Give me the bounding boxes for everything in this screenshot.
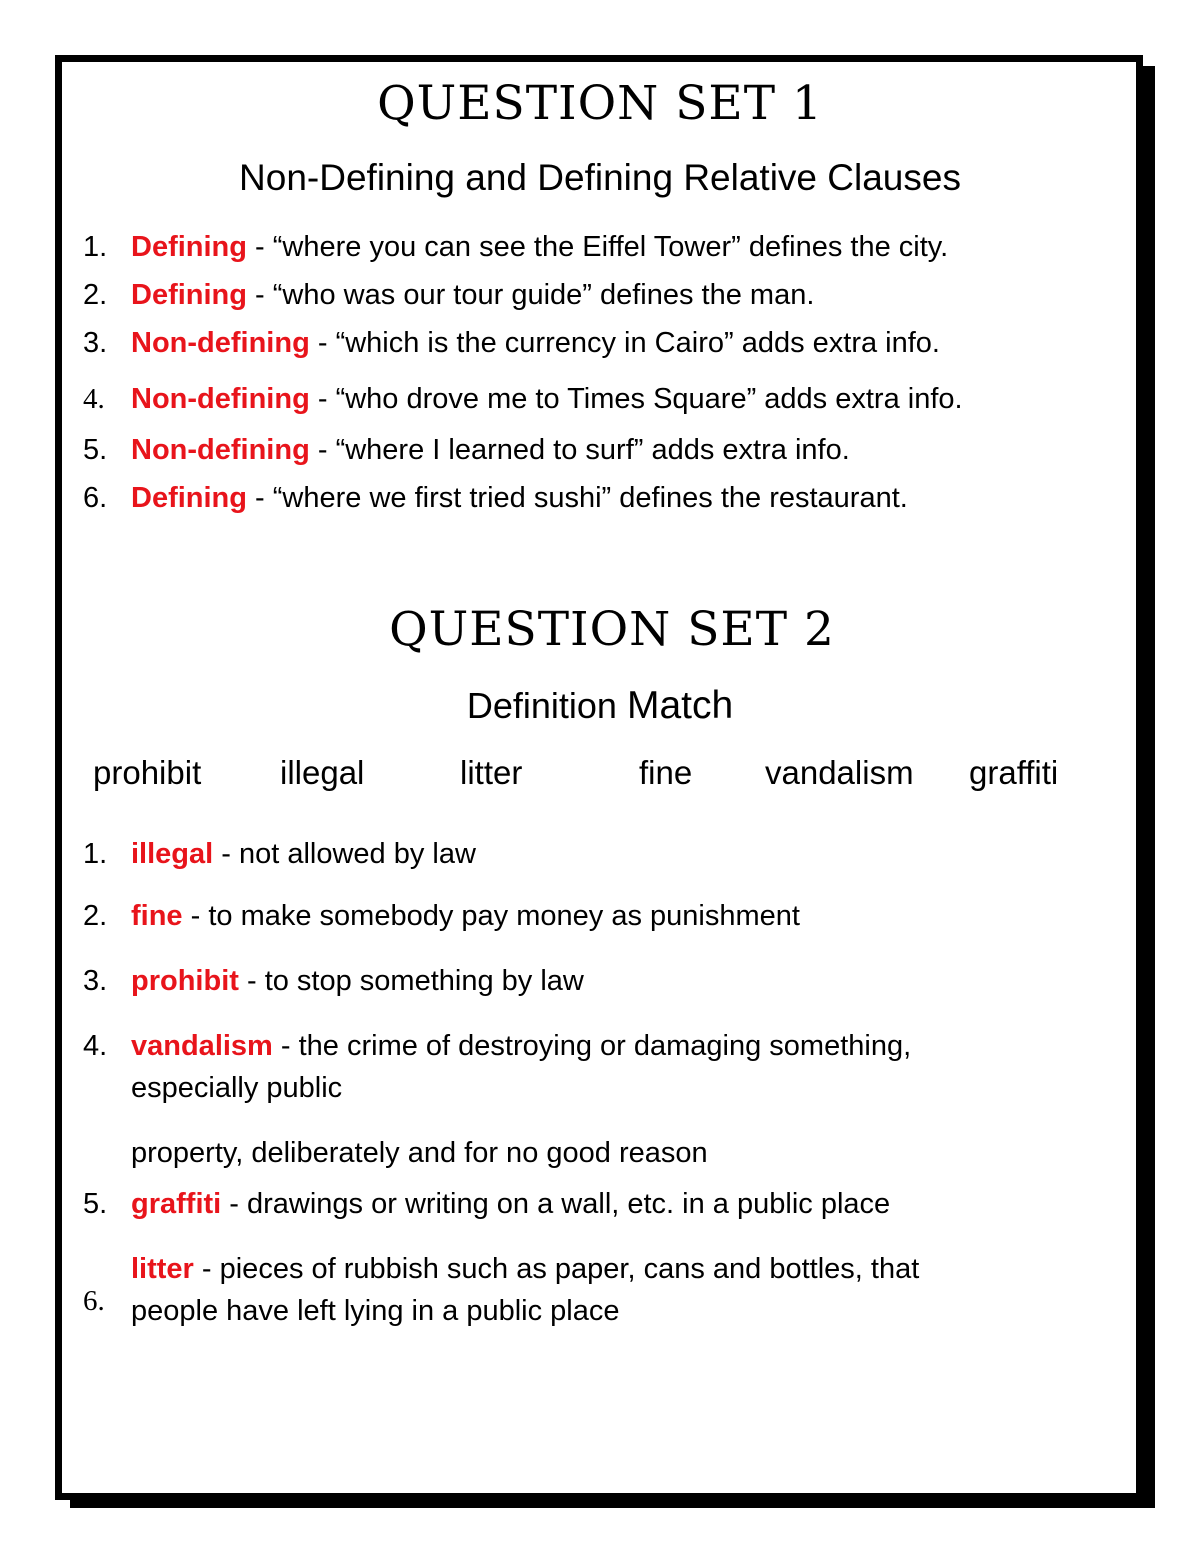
answer-term: Non-defining: [131, 327, 310, 359]
set2-item-3: [83, 965, 584, 998]
answer-text: - to stop something by law: [238, 965, 584, 997]
answer-text: - “where you can see the Eiffel Tower” defines the city.: [247, 231, 949, 263]
answer-term: graffiti: [131, 1188, 222, 1220]
item-number: 4.: [83, 1030, 108, 1062]
word-bank-item: illegal: [280, 754, 365, 791]
set2-item-4-continuation: property, deliberately and for no good reason: [131, 1137, 708, 1169]
answer-text: - “where I learned to surf” adds extra info.: [309, 434, 850, 466]
item-number: 6.: [83, 1285, 105, 1317]
answer-text: - the crime of destroying or damaging something,: [272, 1030, 912, 1062]
set1-item-3: [83, 327, 940, 360]
word-bank-item: prohibit: [93, 754, 202, 791]
answer-text: - “who was our tour guide” defines the man.: [247, 279, 815, 311]
answer-term: litter: [131, 1253, 194, 1285]
word-bank-item: fine: [639, 754, 693, 791]
set1-item-1: [83, 231, 948, 264]
answer-term: vandalism: [131, 1030, 273, 1062]
item-number: 5.: [83, 1188, 108, 1220]
answer-term: Non-defining: [131, 383, 310, 415]
answer-term: fine: [131, 900, 183, 932]
set2-item-2: [83, 900, 800, 933]
item-number: 2.: [83, 279, 108, 311]
answer-text: - “where we first tried sushi” defines the restaurant.: [247, 482, 908, 514]
word-bank-item: graffiti: [969, 754, 1059, 791]
set1-item-5: [83, 434, 850, 467]
set1-item-2: [83, 279, 814, 312]
item-number: 3.: [83, 965, 108, 997]
item-number: 6.: [83, 482, 108, 514]
answer-text: - “who drove me to Times Square” adds extra info.: [309, 383, 963, 415]
answer-term: Defining: [131, 482, 247, 514]
set1-item-4: [83, 383, 963, 416]
word-bank-item: litter: [460, 754, 523, 791]
item-number: 1.: [83, 231, 108, 263]
item-number: 5.: [83, 434, 108, 466]
answer-term: Defining: [131, 279, 247, 311]
set1-title: QUESTION SET 1: [377, 76, 823, 131]
item-number: 2.: [83, 900, 108, 932]
answer-term: illegal: [131, 838, 214, 870]
set2-item-6: [131, 1253, 919, 1286]
set2-item-4-continuation: especially public: [131, 1072, 343, 1104]
answer-text: - “which is the currency in Cairo” adds extra info.: [309, 327, 940, 359]
set1-subtitle: Non-Defining and Defining Relative Clauses: [239, 157, 961, 198]
item-number: 1.: [83, 838, 108, 870]
item-number: 4.: [83, 383, 105, 415]
set2-title: QUESTION SET 2: [389, 602, 835, 657]
set1-item-6: [83, 482, 908, 515]
set2-item-6-continuation: people have left lying in a public place: [131, 1295, 620, 1327]
item-number: 3.: [83, 327, 108, 359]
set2-subtitle: [0, 684, 1200, 728]
set2-item-1: [83, 838, 476, 871]
answer-text: - drawings or writing on a wall, etc. in a public place: [221, 1188, 891, 1220]
set2-subtitle-definition: Definition: [466, 685, 617, 726]
word-bank-item: vandalism: [765, 754, 914, 791]
answer-term: Defining: [131, 231, 247, 263]
answer-text: - not allowed by law: [213, 838, 476, 870]
answer-text: - pieces of rubbish such as paper, cans and bottles, that: [193, 1253, 920, 1285]
answer-term: prohibit: [131, 965, 239, 997]
set2-subtitle-match: Match: [626, 684, 734, 727]
set2-item-4: [83, 1030, 911, 1063]
answer-text: - to make somebody pay money as punishment: [182, 900, 800, 932]
answer-term: Non-defining: [131, 434, 310, 466]
set2-item-5: [83, 1188, 890, 1221]
